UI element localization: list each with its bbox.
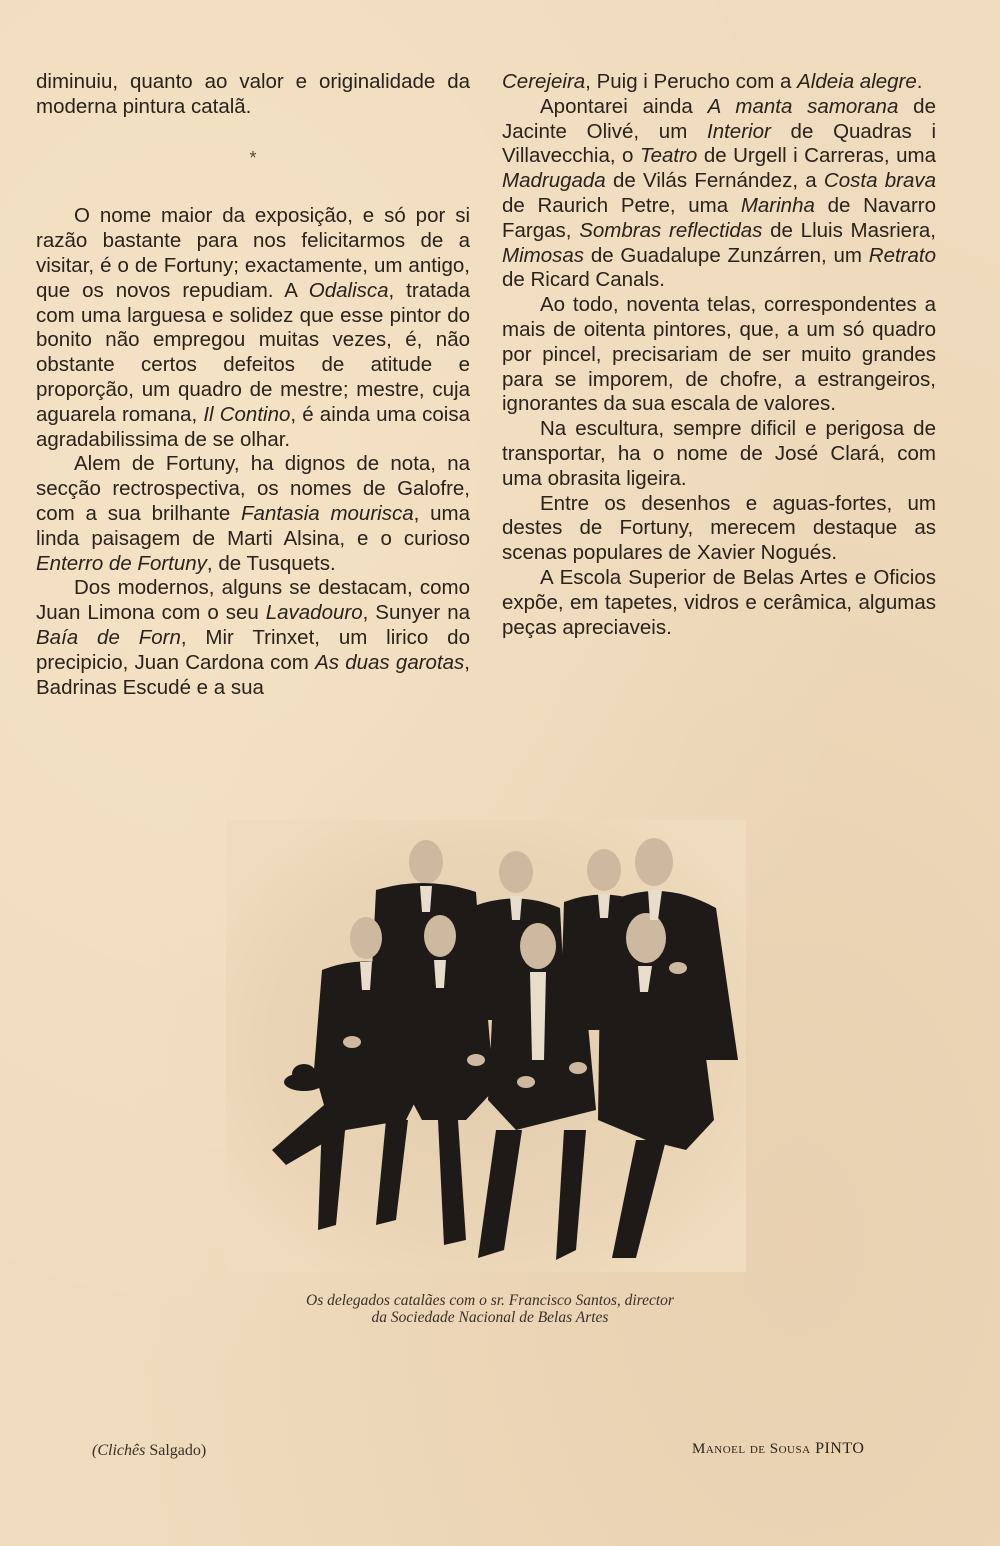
artwork-title: Il Contino xyxy=(203,402,291,426)
author-last-name: PINTO xyxy=(810,1440,865,1457)
right-paragraph-6: A Escola Superior de Belas Artes e Oficios expõe, em tapetes, vidros e cerâmica, algumas peças apreciaveis. xyxy=(502,565,936,639)
right-column xyxy=(502,70,936,640)
caption-line-1: Os delegados catalães com o sr. Francisco Santos, director xyxy=(306,1292,674,1309)
right-paragraph-5: Entre os desenhos e aguas-fortes, um destes de Fortuny, merecem destaque as scenas populares de Xavier Nogués. xyxy=(502,491,936,565)
artwork-title: Mimosas xyxy=(502,243,585,267)
artwork-title: A manta samorana xyxy=(707,94,899,118)
left-column xyxy=(36,70,470,700)
artwork-title: Enterro de Fortuny xyxy=(36,551,207,575)
artwork-title: Retrato xyxy=(868,243,936,267)
left-paragraph-4: Dos modernos, alguns se destacam, como Juan Limona com o seu Lavadouro, Sunyer na Baía de Forn, Mir Trinxet, um lirico do precipicio, Juan Cardona com As duas garotas, Badrinas Escudé e a sua xyxy=(36,576,470,699)
artwork-title: Madrugada xyxy=(502,169,606,193)
right-paragraph-2: Apontarei ainda A manta samorana de Jacinte Olivé, um Interior de Quadras i Villavecchia, o Teatro de Urgell i Carreras, uma Madrugada de Vilás Fernández, a Costa brava de Raurich Petre, uma Marinha de Navarro Fargas, Sombras reflectidas de Lluis Masriera, Mimosas de Guadalupe Zunzárren, um Retrato de Ricard Canals. xyxy=(502,94,937,292)
artwork-title: Costa brava xyxy=(823,169,936,193)
credit-name: Salgado) xyxy=(145,1442,207,1459)
artwork-title: Sombras reflectidas xyxy=(579,218,763,242)
group-photograph-image xyxy=(226,820,746,1272)
right-paragraph-1: Cerejeira, Puig i Perucho com a Aldeia alegre. xyxy=(502,70,923,93)
group-photograph xyxy=(226,820,746,1272)
artwork-title: As duas garotas xyxy=(315,650,465,674)
author-signature xyxy=(692,1440,864,1458)
right-paragraph-3: Ao todo, noventa telas, correspondentes a mais de oitenta pintores, que, a um só quadro por pincel, precisariam de ser muito grandes para se imporem, de chofre, a estrangeiros, ignorantes da sua escala de valores. xyxy=(502,293,936,416)
artwork-title: Aldeia alegre xyxy=(797,70,917,93)
artwork-title: Teatro xyxy=(639,144,698,168)
photo-caption xyxy=(200,1292,780,1326)
section-separator: * xyxy=(249,147,257,168)
artwork-title: Marinha xyxy=(740,193,815,217)
artwork-title: Lavadouro xyxy=(265,601,363,625)
left-paragraph-3: Alem de Fortuny, ha dignos de nota, na secção rectrospectiva, os nomes de Galofre, com a sua brilhante Fantasia mourisca, uma linda paisagem de Marti Alsina, e o curioso Enterro de Fortuny, de Tusquets. xyxy=(36,452,470,575)
artwork-title: Cerejeira xyxy=(502,70,586,93)
caption-line-2: da Sociedade Nacional de Belas Artes xyxy=(371,1309,609,1326)
right-paragraph-4: Na escultura, sempre dificil e perigosa de transportar, ha o nome de José Clará, com uma obrasita ligeira. xyxy=(502,417,936,490)
artwork-title: Interior xyxy=(707,119,771,143)
author-first-name: Manoel de Sousa xyxy=(692,1441,811,1457)
photo-credit xyxy=(92,1442,206,1460)
artwork-title: Baía de Forn xyxy=(36,625,181,649)
left-paragraph-1: diminuiu, quanto ao valor e originalidade da moderna pintura catalã. xyxy=(36,70,470,118)
credit-cliches: (Clichês xyxy=(92,1442,146,1459)
artwork-title: Fantasia mourisca xyxy=(241,501,414,525)
left-paragraph-2: O nome maior da exposição, e só por si razão bastante para nos felicitarmos de a visitar, é o de Fortuny; exactamente, um antigo, que os novos repudiam. A Odalisca, tratada com uma larguesa e solidez que esse pintor do bonito não empregou muitas vezes, é, não obstante certos defeitos de atitude e proporção, um quadro de mestre; mestre, cuja aguarela romana, Il Contino, é ainda uma coisa agradabilissima de se olhar. xyxy=(36,204,471,451)
artwork-title: Odalisca xyxy=(308,278,389,302)
